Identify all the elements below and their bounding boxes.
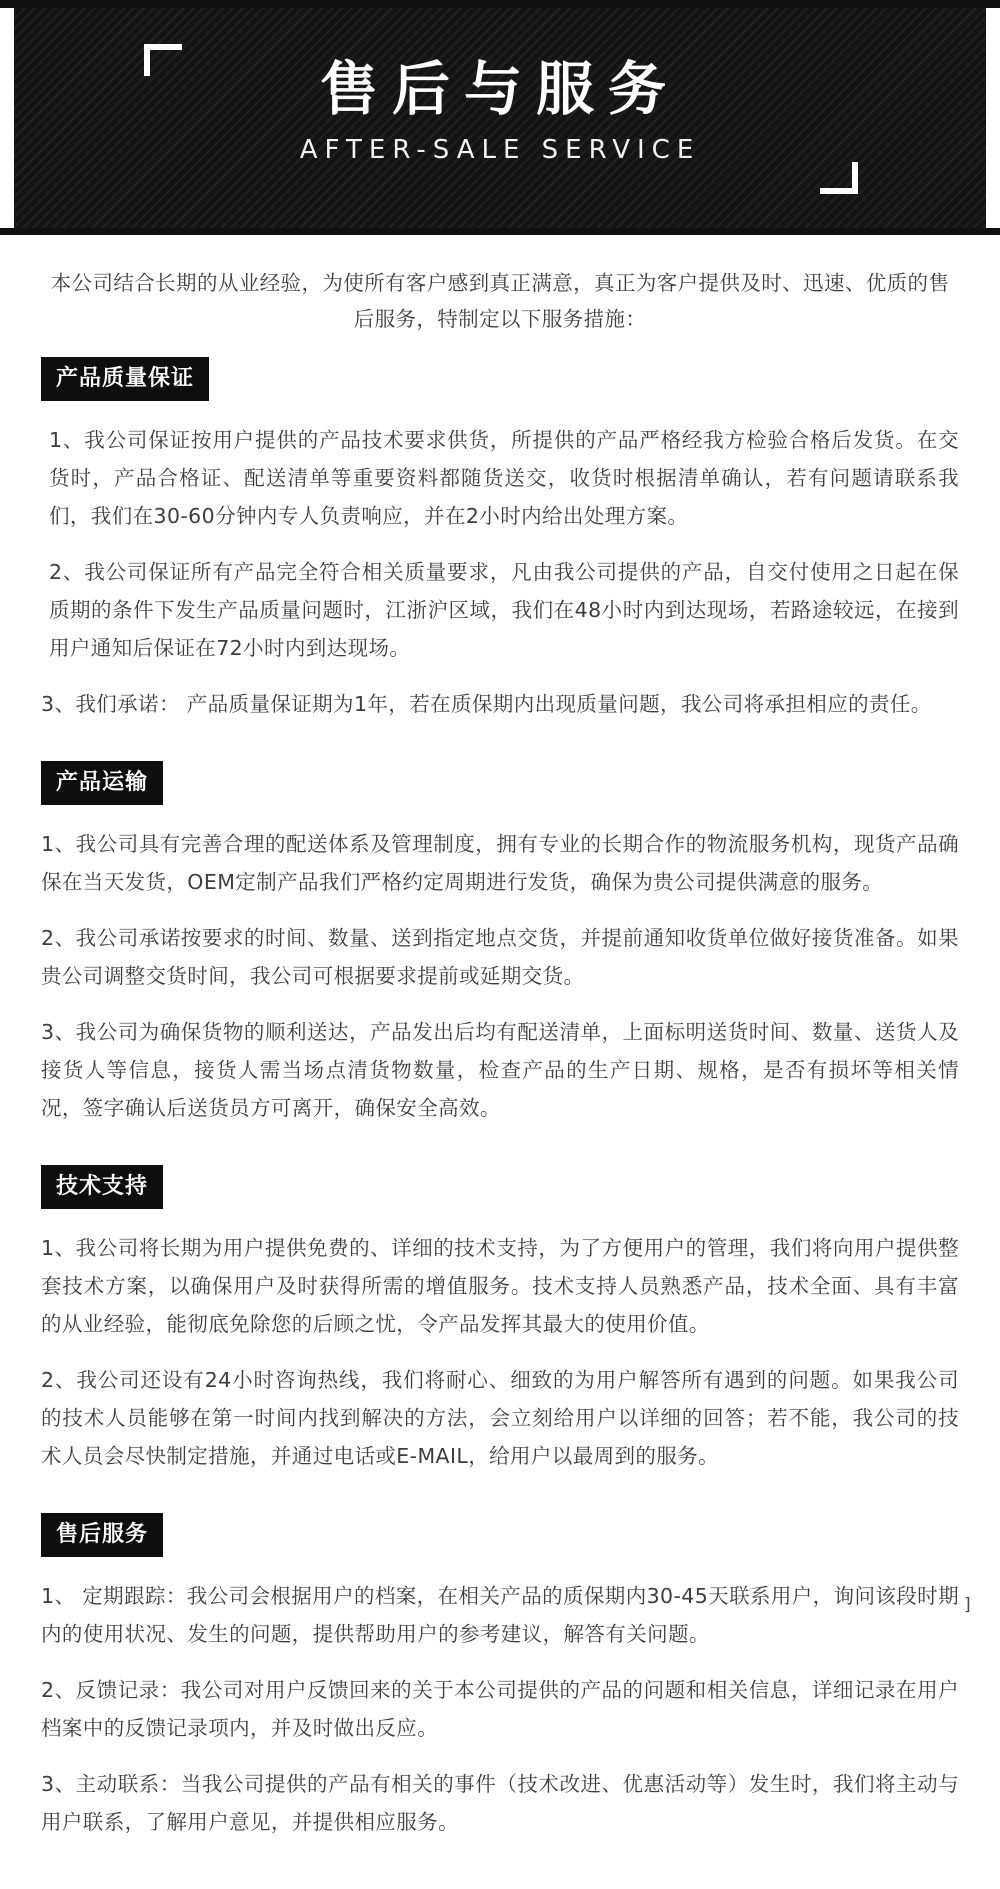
banner-title: 售后与服务 [319, 55, 680, 123]
banner [14, 8, 986, 228]
corner-bracket-top-left-icon [144, 44, 182, 76]
section-product-quality-guarantee [41, 337, 959, 723]
transport-paragraph-1: 1、我公司具有完善合理的配送体系及管理制度，拥有专业的长期合作的物流服务机构，现货产品确保在当天发货，OEM定制产品我们严格约定周期进行发货，确保为贵公司提供满意的服务。 [41, 832, 959, 894]
tech-support-paragraph-1: 1、我公司将长期为用户提供免费的、详细的技术支持，为了方便用户的管理，我们将向用户提供整套技术方案，以确保用户及时获得所需的增值服务。技术支持人员熟悉产品，技术全面、具有丰富的从业经验，能彻底免除您的后顾之忧，令产品发挥其最大的使用价值。 [41, 1236, 959, 1336]
after-sale-paragraph-1-text: 1、 定期跟踪：我公司会根据用户的档案，在相关产品的质保期内30-45天联系用户，询问该段时期内的使用状况、发生的问题，提供帮助用户的参考建议，解答有关问题。 [41, 1584, 959, 1646]
section-technical-support [41, 1145, 959, 1475]
transport-paragraph-2: 2、我公司承诺按要求的时间、数量、送到指定地点交货，并提前通知收货单位做好接货准备。如果贵公司调整交货时间，我公司可根据要求提前或延期交货。 [41, 926, 959, 988]
section-heading-product-quality: 产品质量保证 [41, 357, 209, 401]
intro-paragraph: 本公司结合长期的从业经验，为使所有客户感到真正满意，真正为客户提供及时、迅速、优质的售后服务，特制定以下服务措施： [50, 271, 950, 331]
after-sale-paragraph-3: 3、主动联系：当我公司提供的产品有相关的事件（技术改进、优惠活动等）发生时，我们将主动与用户联系，了解用户意见，并提供相应服务。 [41, 1772, 959, 1834]
section-heading-transport: 产品运输 [41, 761, 163, 805]
after-sale-paragraph-1 [41, 1577, 971, 1653]
banner-bottom-border [0, 228, 1000, 235]
quality-paragraph-2: 2、我公司保证所有产品完全符合相关质量要求，凡由我公司提供的产品，自交付使用之日起在保质期的条件下发生产品质量问题时，江浙沪区域，我们在48小时内到达现场，若路途较远，在接到用户通知后保证在72小时内到达现场。 [49, 560, 959, 660]
stray-bracket-mark: ] [963, 1595, 971, 1615]
corner-bracket-bottom-right-icon [820, 162, 858, 194]
section-product-transport [41, 741, 959, 1127]
transport-paragraph-3: 3、我公司为确保货物的顺利送达，产品发出后均有配送清单，上面标明送货时间、数量、送货人及接货人等信息，接货人需当场点清货物数量，检查产品的生产日期、规格，是否有损坏等相关情况，签字确认后送货员方可离开，确保安全高效。 [41, 1020, 959, 1120]
banner-wrapper [0, 8, 1000, 228]
section-heading-after-sale: 售后服务 [41, 1513, 163, 1557]
banner-subtitle: AFTER-SALE SERVICE [299, 134, 701, 165]
tech-support-paragraph-2: 2、我公司还设有24小时咨询热线，我们将耐心、细致的为用户解答所有遇到的问题。如果我公司的技术人员能够在第一时间内找到解决的方法，会立刻给用户以详细的回答；若不能，我公司的技术人员会尽快制定措施，并通过电话或E-MAIL，给用户以最周到的服务。 [41, 1368, 959, 1468]
banner-top-border [0, 0, 1000, 8]
service-content [0, 235, 1000, 1889]
quality-paragraph-3: 3、我们承诺： 产品质量保证期为1年，若在质保期内出现质量问题，我公司将承担相应的责任。 [41, 692, 932, 716]
quality-paragraph-1: 1、我公司保证按用户提供的产品技术要求供货，所提供的产品严格经我方检验合格后发货。在交货时，产品合格证、配送清单等重要资料都随货送交，收货时根据清单确认，若有问题请联系我们，我们在30-60分钟内专人负责响应，并在2小时内给出处理方案。 [49, 428, 959, 528]
after-sale-paragraph-2: 2、反馈记录：我公司对用户反馈回来的关于本公司提供的产品的问题和相关信息，详细记录在用户档案中的反馈记录项内，并及时做出反应。 [41, 1678, 959, 1740]
section-heading-tech-support: 技术支持 [41, 1165, 163, 1209]
section-after-sale-service [41, 1493, 971, 1841]
